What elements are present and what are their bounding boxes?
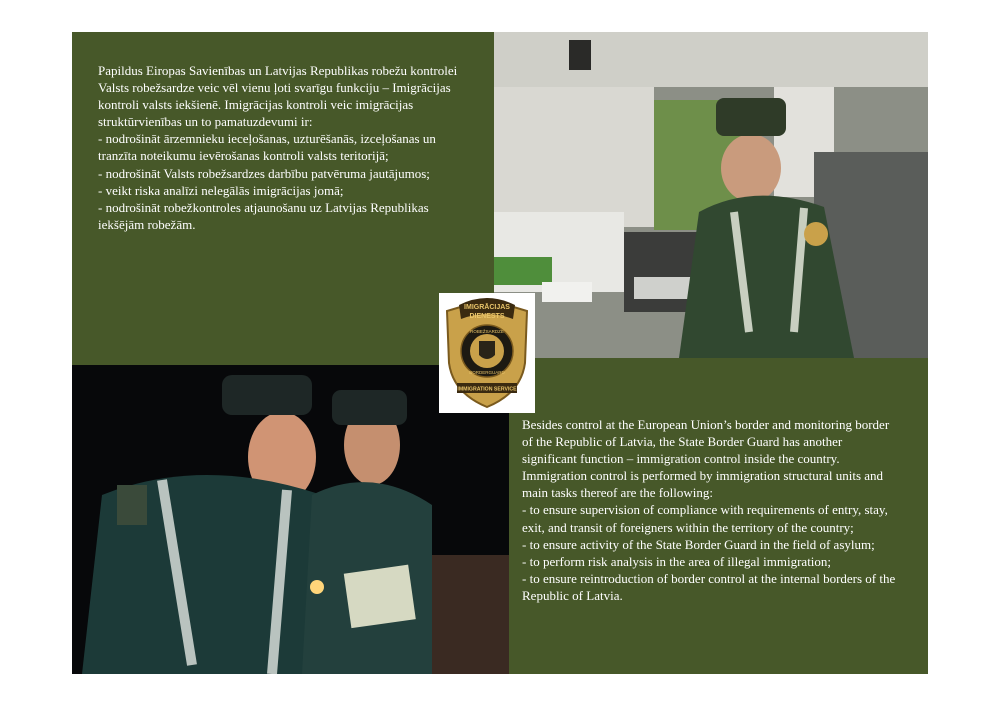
emblem-bottom-text: IMMIGRATION SERVICE [457,386,517,393]
emblem-ring-text: ROBEŽSARDZE [470,329,504,334]
emblem-top-text: IMIGRĀCIJAS [464,304,510,311]
english-intro: Besides control at the European Union’s border and monitoring border of the Republic of Latvia, the State Border Guard has another significant function – immigration control inside the country. Immigration control is performed by immigration structural units and main tasks thereof are the following: [522,417,890,501]
english-text [522,416,898,604]
english-item: - to ensure supervision of compliance with requirements of entry, stay, exit, and transit of foreigners within the territory of the country; [522,502,888,535]
officer-in-van-photo [494,32,928,358]
latvian-text [98,62,468,233]
latvian-item: - nodrošināt ārzemnieku ieceļošanas, uzturēšanās, izceļošanas un tranzīta noteikumu ievērošanas kontroli valsts teritorijā; [98,131,436,164]
emblem-top-text2: DIENESTS [469,313,505,320]
latvian-item: - nodrošināt robežkontroles atjaunošanu uz Latvijas Republikas iekšējām robežām. [98,199,429,232]
english-item: - to perform risk analysis in the area of illegal immigration; [522,553,832,569]
english-item: - to ensure activity of the State Border Guard in the field of asylum; [522,536,875,552]
latvian-intro: Papildus Eiropas Savienības un Latvijas Republikas robežu kontrolei Valsts robežsardze veic vēl vienu ļoti svarīgu funkciju – Imigrācijas kontroli valsts iekšienē. Imigrācijas kontroli veic imigrācijas struktūrvienības un to pamatuzdevumi ir: [98,63,458,130]
latvian-item: - veikt riska analīzi nelegālās imigrācijas jomā; [98,182,344,198]
latvian-item: - nodrošināt Valsts robežsardzes darbību patvēruma jautājumos; [98,165,430,181]
emblem-ring-text2: BORDERGUARD [469,370,505,375]
english-item: - to ensure reintroduction of border control at the internal borders of the Republic of Latvia. [522,570,896,603]
immigration-service-emblem [439,293,535,413]
